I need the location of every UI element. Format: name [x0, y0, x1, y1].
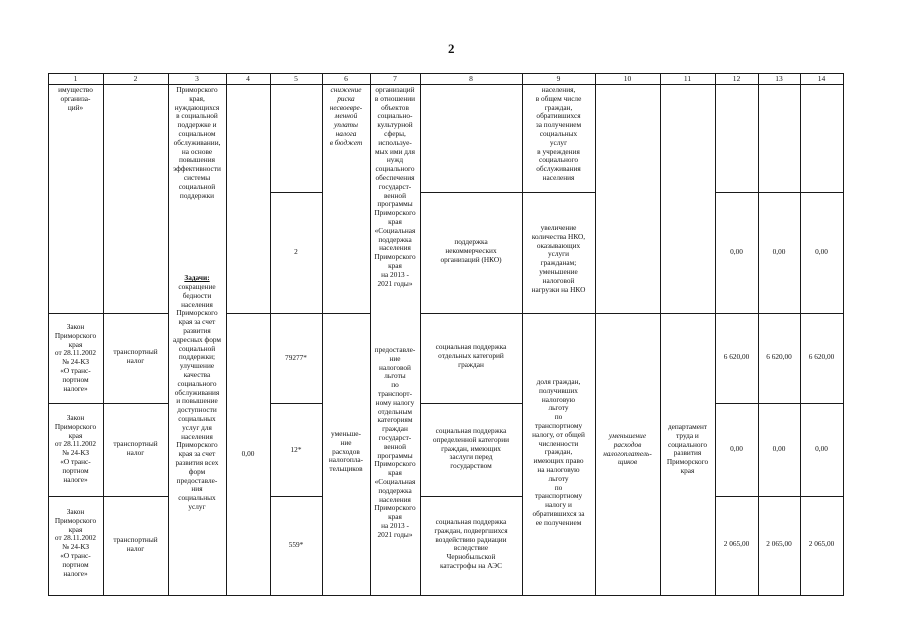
col-header-3: 3: [195, 74, 199, 83]
col-header-4: 4: [246, 74, 250, 83]
col-header-8: 8: [469, 74, 473, 83]
cell-count-row2: 12*: [290, 446, 302, 454]
cell-value-c13-row3: 2 065,00: [766, 540, 792, 548]
cell-tax-name-row3: транспортный налог: [113, 536, 158, 553]
cell-count-upper: 2: [294, 248, 298, 256]
cell-purpose-upper: снижение риска несвоевре- менной уплаты налога в бюджет: [329, 86, 363, 147]
col-header-11: 11: [683, 74, 692, 83]
cell-goal-text: Приморского края, нуждающихся в социальной поддержке и социальном обслуживании, на основе повышения эффективности системы социальной поддержки: [173, 86, 221, 200]
col-header-10: 10: [623, 74, 632, 83]
cell-curator: департамент труда и социального развития Приморского края: [666, 423, 709, 475]
cell-legal-basis-row1: Закон Приморского края от 28.11.2002 № 24-КЗ «О транс- портном налоге»: [54, 323, 97, 393]
cell-category-row2: социальная поддержка определенной категории граждан, имеющих заслуги перед государством: [432, 427, 510, 471]
cell-col4-value: 0,00: [241, 450, 255, 458]
cell-effect: уменьшение расходов налогоплатель- щиков: [603, 432, 652, 467]
cell-tasks-text: сокращение бедности населения Приморского края за счет развития адресных форм социальной поддержки; улучшение качества социального обслуживания и повышение доступности социальных услуг для населения Приморского края за счет развития всех форм предоставле- ния социальных услуг: [172, 283, 222, 511]
col-header-1: 1: [73, 74, 78, 83]
cell-category-row3: социальная поддержка граждан, подвергшихся воздействию радиации вследствие Чернобыльской катастрофы на АЭС: [434, 518, 508, 570]
cell-value-c12-row3: 2 065,00: [723, 540, 750, 548]
cell-value-c12-upper: 0,00: [730, 248, 743, 256]
cell-legal-basis-row3: Закон Приморского края от 28.11.2002 № 24-КЗ «О транс- портном налоге»: [54, 508, 97, 578]
tasks-label: Задачи:: [184, 274, 210, 282]
cell-description-lower: предоставле- ние налоговой льготы по транспорт- ному налогу отдельным категориям граждан государст- венной программы Приморского края «Социальная поддержка населения Приморского края на 2013 - 2021 годы»: [374, 346, 416, 539]
cell-count-row1: 79277*: [285, 354, 307, 362]
cell-value-c14-upper: 0,00: [815, 248, 828, 256]
cell-value-c13-row2: 0,00: [772, 445, 786, 453]
cell-purpose-lower: уменьше- ние расходов налогопла- тельщиков: [328, 430, 364, 474]
cell-value-c12-row2: 0,00: [730, 445, 743, 453]
cell-tax-name-row2: транспортный налог: [113, 440, 158, 457]
page-number: 2: [448, 41, 455, 56]
col-header-14: 14: [817, 74, 826, 83]
cell-tax-name-row1: транспортный налог: [113, 348, 158, 365]
cell-value-c13-row1: 6 620,00: [766, 353, 792, 361]
cell-category-upper: поддержка некоммерческих организаций (НКО): [440, 238, 502, 264]
cell-value-c14-row1: 6 620,00: [808, 353, 835, 361]
cell-description-upper: организаций в отношении объектов социально- культурной сферы, используе- мых ими для нужд социального обеспечения государст- венной программы Приморского края «Социальная поддержка населения Приморского края на 2013 - 2021 годы»: [374, 86, 416, 288]
cell-legal-basis-top: имущество организа- ций»: [58, 86, 93, 112]
col-header-7: 7: [393, 74, 397, 83]
cell-value-c14-row2: 0,00: [815, 445, 828, 453]
cell-indicator-lower: доля граждан, получивших налоговую льготу по транспортному налогу, от общей численности граждан, имеющих право на налоговую льготу по транспортному налогу и обратившихся за ее получением: [532, 378, 585, 527]
cell-indicator-nko: увеличение количества НКО, оказывающих услуги гражданам; уменьшение налоговой нагрузки на НКО: [531, 224, 586, 294]
cell-value-c12-row1: 6 620,00: [723, 353, 750, 361]
cell-value-c14-row3: 2 065,00: [808, 540, 835, 548]
col-header-6: 6: [344, 74, 348, 83]
cell-value-c13-upper: 0,00: [772, 248, 786, 256]
col-header-5: 5: [294, 74, 298, 83]
col-header-2: 2: [133, 74, 138, 83]
cell-category-row1: социальная поддержка отдельных категорий граждан: [435, 343, 507, 369]
cell-count-row3: 559*: [288, 541, 304, 549]
cell-indicator-top: населения, в общем числе граждан, обратившихся за получением социальных услуг в учреждения социального обслуживания населения: [535, 86, 582, 182]
cell-legal-basis-row2: Закон Приморского края от 28.11.2002 № 24-КЗ «О транс- портном налоге»: [54, 414, 97, 484]
col-header-12: 12: [732, 74, 741, 83]
col-header-9: 9: [556, 74, 561, 83]
col-header-13: 13: [775, 74, 783, 83]
